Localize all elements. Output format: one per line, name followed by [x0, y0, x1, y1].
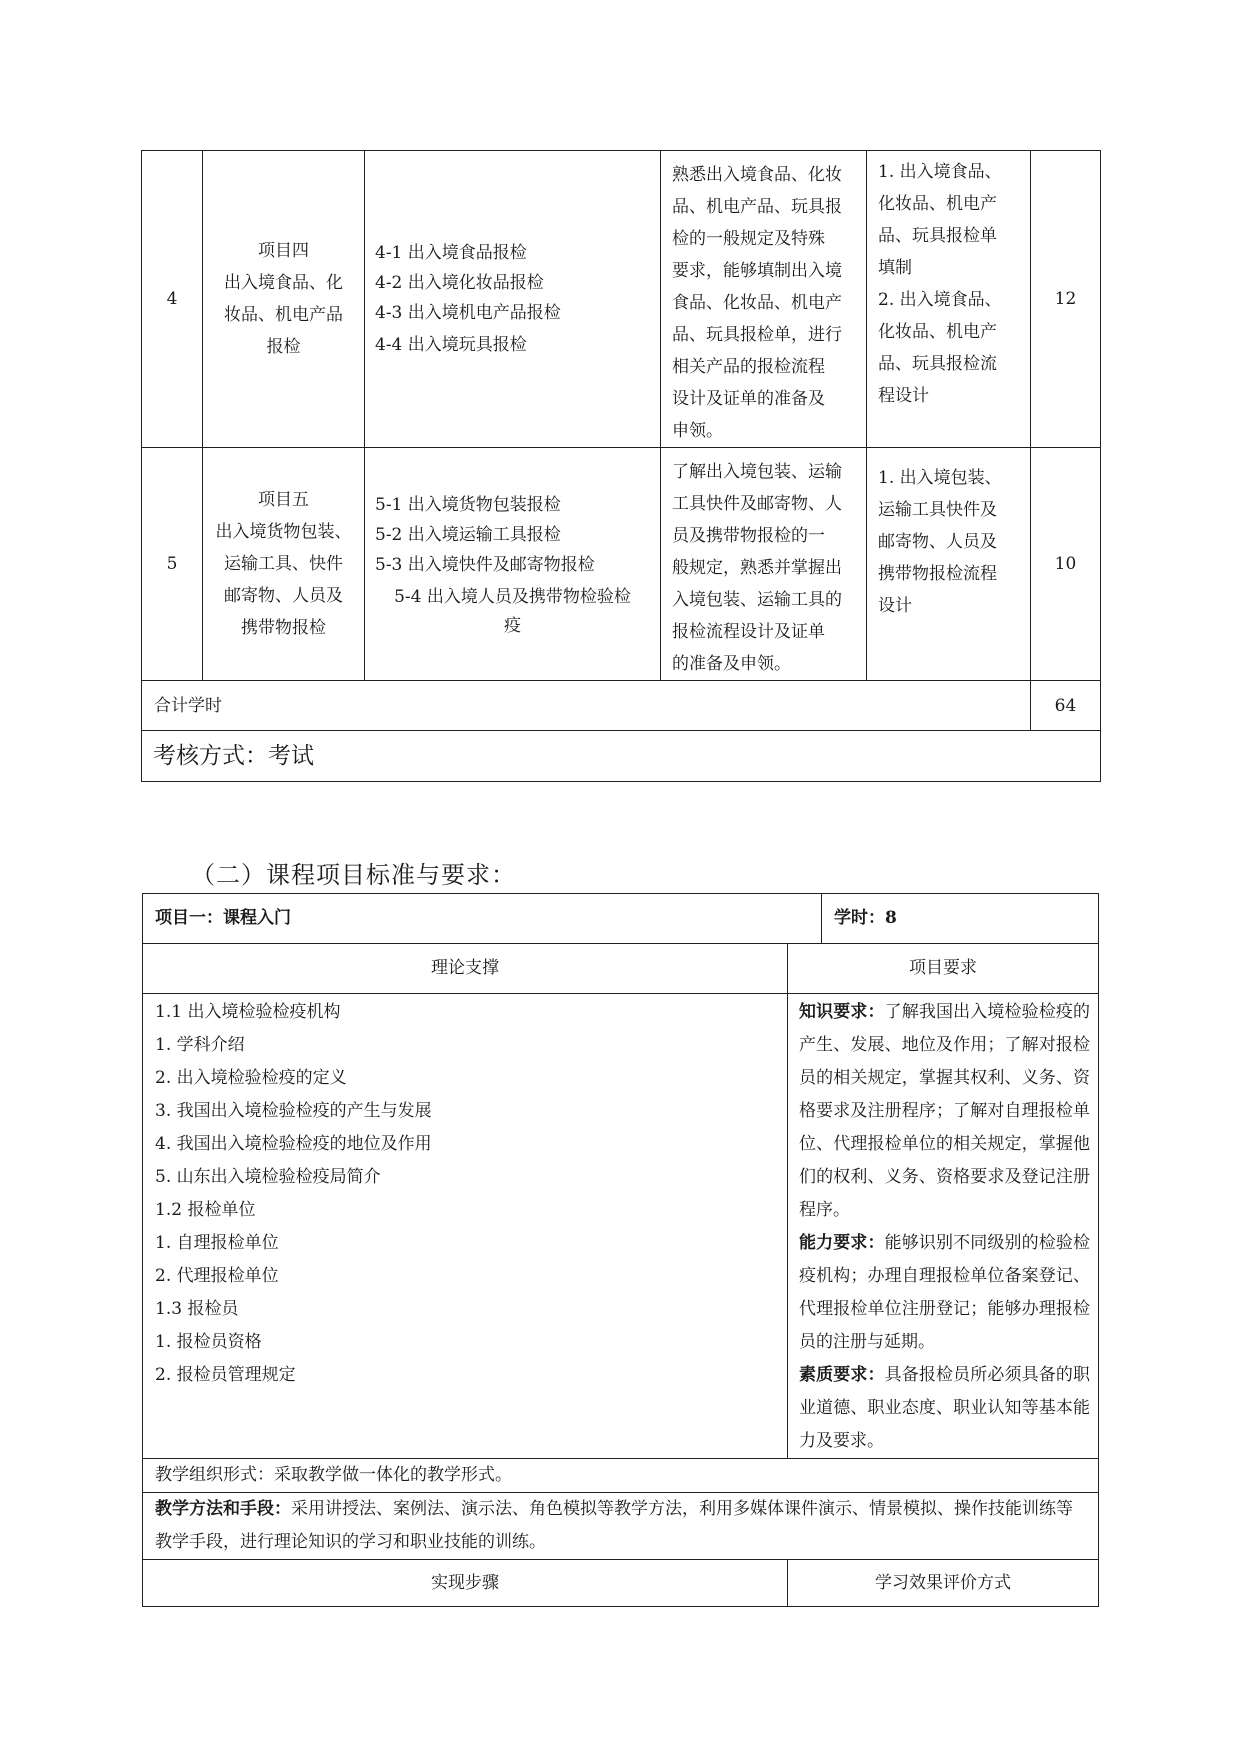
steps-header: 实现步骤	[143, 1560, 788, 1607]
column-header-row	[143, 944, 1099, 994]
total-row	[142, 681, 1101, 731]
task-outputs: 1. 出入境食品、 化妆品、机电产 品、玩具报检单 填制 2. 出入境食品、 化妆品、机电产 品、玩具报检流 程设计	[867, 151, 1031, 448]
project-title: 项目一：课程入门	[143, 894, 822, 944]
steps-header-row	[143, 1560, 1099, 1607]
project-standard-table	[142, 893, 1099, 1607]
project-header-row	[143, 894, 1099, 944]
table-row	[142, 448, 1101, 681]
row-number: 5	[142, 448, 203, 681]
requirements-content	[788, 994, 1099, 1459]
task-requirements: 了解出入境包装、运输 工具快件及邮寄物、人 员及携带物报检的一 般规定，熟悉并掌握出 入境包装、运输工具的 报检流程设计及证单 的准备及申领。	[661, 448, 867, 681]
methods-row	[143, 1493, 1099, 1560]
org-form-row	[143, 1459, 1099, 1493]
exam-method: 考核方式：考试	[142, 731, 1101, 782]
evaluation-header: 学习效果评价方式	[788, 1560, 1099, 1607]
task-hours: 12	[1031, 151, 1101, 448]
task-list: 4-1 出入境食品报检 4-2 出入境化妆品报检 4-3 出入境机电产品报检 4-4 出入境玩具报检	[365, 151, 661, 448]
project-name: 项目五 出入境货物包装、 运输工具、快件 邮寄物、人员及 携带物报检	[203, 448, 365, 681]
row-number: 4	[142, 151, 203, 448]
course-plan-table	[141, 150, 1101, 782]
teaching-methods: 教学方法和手段：采用讲授法、案例法、演示法、角色模拟等教学方法，利用多媒体课件演示、情景模拟、操作技能训练等教学手段，进行理论知识的学习和职业技能的训练。	[143, 1493, 1099, 1560]
quality-requirement: 素质要求：具备报检员所必须具备的职业道德、职业态度、职业认知等基本能力及要求。	[799, 1365, 1090, 1451]
knowledge-requirement: 知识要求：了解我国出入境检验检疫的产生、发展、地位及作用；了解对报检员的相关规定，掌握其权利、义务、资格要求及注册程序；了解对自理报检单位、代理报检单位的相关规定，掌握他们的权利、义务、资格要求及登记注册程序。	[799, 1002, 1090, 1220]
content-row	[143, 994, 1099, 1459]
requirements-header: 项目要求	[788, 944, 1099, 994]
section-title: （二）课程项目标准与要求：	[191, 861, 516, 889]
teaching-org-form: 教学组织形式：采取教学做一体化的教学形式。	[143, 1459, 1099, 1493]
total-hours-value: 64	[1031, 681, 1101, 731]
task-hours: 10	[1031, 448, 1101, 681]
task-requirements: 熟悉出入境食品、化妆 品、机电产品、玩具报 检的一般规定及特殊 要求，能够填制出入境 食品、化妆品、机电产 品、玩具报检单，进行 相关产品的报检流程 设计及证单的准备及 申领。	[661, 151, 867, 448]
ability-requirement: 能力要求：能够识别不同级别的检验检疫机构；办理自理报检单位备案登记、代理报检单位注册登记；能够办理报检员的注册与延期。	[799, 1233, 1090, 1352]
theory-content: 1.1 出入境检验检疫机构 1. 学科介绍 2. 出入境检验检疫的定义 3. 我国出入境检验检疫的产生与发展 4. 我国出入境检验检疫的地位及作用 5. 山东出入境检验检疫局简介 1.2 报检单位 1. 自理报检单位 2. 代理报检单位 1.3 报检员 1. 报检员资格 2. 报检员管理规定	[143, 994, 788, 1459]
total-hours-label: 合计学时	[142, 681, 1031, 731]
project-hours: 学时：8	[822, 894, 1099, 944]
table-row	[142, 151, 1101, 448]
task-outputs: 1. 出入境包装、 运输工具快件及 邮寄物、人员及 携带物报检流程 设计	[867, 448, 1031, 681]
project-name: 项目四 出入境食品、化 妆品、机电产品 报检	[203, 151, 365, 448]
task-list: 5-1 出入境货物包装报检 5-2 出入境运输工具报检 5-3 出入境快件及邮寄物报检 5-4 出入境人员及携带物检验检 疫	[365, 448, 661, 681]
exam-row	[142, 731, 1101, 782]
theory-header: 理论支撑	[143, 944, 788, 994]
